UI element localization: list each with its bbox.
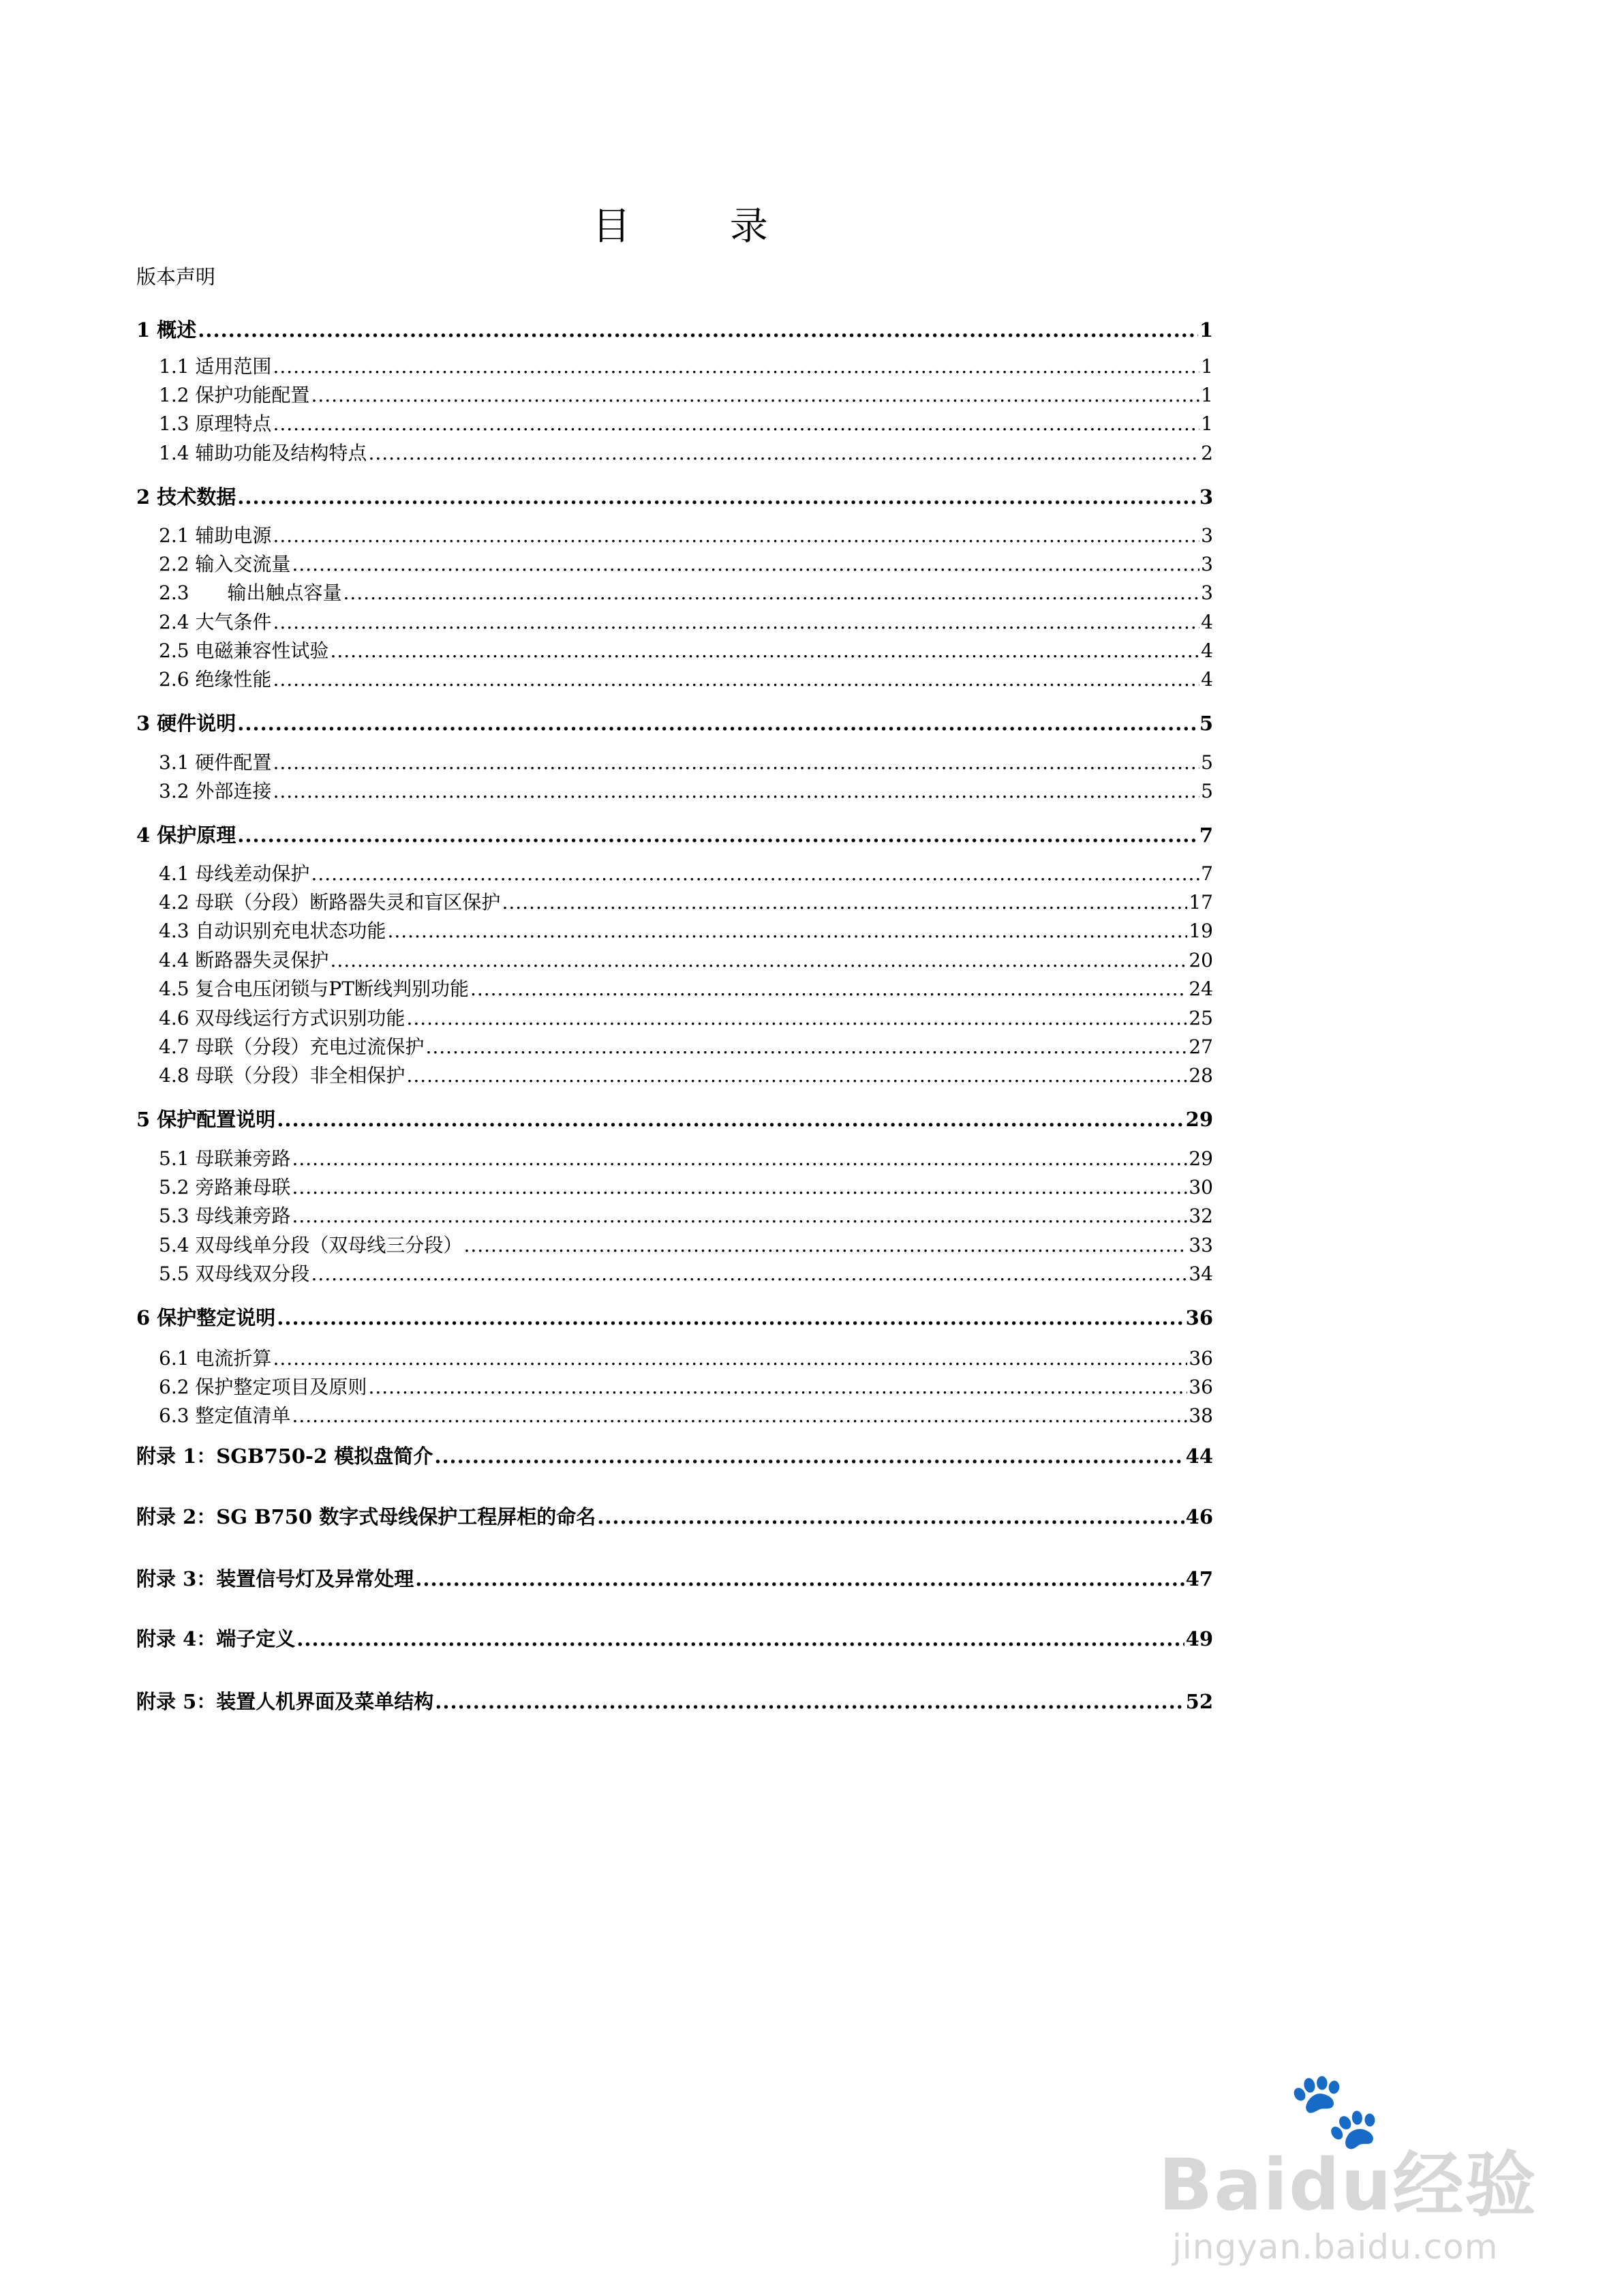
toc-page-number: 4	[1201, 611, 1213, 633]
toc-leader-dots	[237, 483, 1198, 511]
toc-section-entry[interactable]	[159, 1345, 1213, 1372]
toc-page-number: 5	[1201, 751, 1213, 774]
toc-entry-label: 1 概述	[136, 318, 197, 342]
toc-section-entry[interactable]	[159, 1260, 1213, 1288]
toc-leader-dots	[277, 1106, 1184, 1133]
toc-section-entry[interactable]	[159, 1203, 1213, 1230]
toc-leader-dots	[330, 637, 1199, 665]
toc-entry-label: 1.2 保护功能配置	[159, 384, 310, 406]
toc-entry-label: 5.5 双母线双分段	[159, 1263, 310, 1285]
version-note: 版本声明	[136, 265, 216, 288]
toc-entry-label: 附录 2：SG B750 数字式母线保护工程屏柜的命名	[136, 1505, 596, 1528]
toc-leader-dots	[273, 609, 1199, 636]
toc-leader-dots	[502, 889, 1187, 916]
toc-page-number: 52	[1185, 1690, 1213, 1713]
toc-entry-label: 4.4 断路器失灵保护	[159, 949, 329, 971]
toc-entry-label: 3.1 硬件配置	[159, 751, 272, 774]
watermark-url: jingyan.baidu.com	[1172, 2227, 1499, 2267]
toc-entry-label: 2 技术数据	[136, 485, 236, 509]
toc-entry-label: 4.5 复合电压闭锁与PT断线判别功能	[159, 978, 469, 1000]
toc-page-number: 3	[1201, 553, 1213, 575]
toc-entry-label: 4.8 母联（分段）非全相保护	[159, 1064, 406, 1087]
toc-entry-label: 3 硬件说明	[136, 712, 236, 735]
toc-page-number: 30	[1189, 1176, 1213, 1198]
toc-page-number: 5	[1201, 780, 1213, 802]
toc-leader-dots	[273, 1345, 1187, 1372]
toc-leader-dots	[237, 710, 1198, 737]
toc-chapter-entry[interactable]	[136, 483, 1213, 511]
toc-page-number: 19	[1189, 920, 1213, 942]
toc-section-entry[interactable]	[159, 860, 1213, 888]
toc-entry-label: 2.1 辅助电源	[159, 524, 272, 547]
toc-entry-label: 2.4 大气条件	[159, 611, 272, 633]
toc-chapter-entry[interactable]	[136, 1106, 1213, 1133]
toc-entry-label: 6.1 电流折算	[159, 1347, 272, 1370]
toc-leader-dots	[330, 947, 1187, 974]
toc-leader-dots	[198, 316, 1198, 344]
toc-entry-label: 3.2 外部连接	[159, 780, 272, 802]
toc-entry-label: 2.3 输出触点容量	[159, 581, 342, 604]
toc-entry-label: 1.3 原理特点	[159, 412, 272, 435]
watermark-brand: Baidu经验	[1159, 2143, 1537, 2226]
toc-leader-dots	[415, 1565, 1184, 1592]
toc-page-number: 7	[1201, 862, 1213, 885]
toc-entry-label: 5 保护配置说明	[136, 1108, 276, 1131]
toc-chapter-entry[interactable]	[136, 316, 1213, 344]
toc-leader-dots	[343, 579, 1200, 607]
toc-section-entry[interactable]	[159, 440, 1213, 467]
toc-section-entry[interactable]	[159, 666, 1213, 693]
toc-section-entry[interactable]	[159, 976, 1213, 1003]
toc-page-number: 47	[1185, 1567, 1213, 1590]
toc-page-number: 7	[1199, 824, 1213, 847]
toc-section-entry[interactable]	[159, 551, 1213, 578]
toc-page-number: 3	[1199, 485, 1213, 509]
toc-entry-label: 2.2 输入交流量	[159, 553, 291, 575]
toc-entry-label: 5.2 旁路兼母联	[159, 1176, 291, 1198]
toc-entry-label: 附录 1：SGB750-2 模拟盘简介	[136, 1445, 433, 1468]
toc-entry-label: 1.4 辅助功能及结构特点	[159, 442, 367, 464]
toc-leader-dots	[237, 821, 1198, 849]
toc-section-entry[interactable]	[159, 1232, 1213, 1259]
toc-entry-label: 4 保护原理	[136, 824, 236, 847]
toc-entry-label: 4.6 双母线运行方式识别功能	[159, 1007, 406, 1029]
toc-entry-label: 2.6 绝缘性能	[159, 668, 272, 691]
toc-leader-dots	[273, 666, 1199, 693]
toc-section-entry[interactable]	[159, 1374, 1213, 1401]
toc-page-number: 1	[1201, 355, 1213, 378]
toc-leader-dots	[292, 1145, 1187, 1173]
toc-leader-dots	[406, 1005, 1187, 1032]
toc-section-entry[interactable]	[159, 1062, 1213, 1089]
toc-section-entry[interactable]	[159, 609, 1213, 636]
toc-leader-dots	[368, 1374, 1187, 1401]
toc-leader-dots	[296, 1625, 1184, 1652]
toc-entry-label: 附录 5：装置人机界面及菜单结构	[136, 1690, 434, 1713]
toc-chapter-entry[interactable]	[136, 710, 1213, 737]
toc-leader-dots	[273, 778, 1199, 805]
toc-page-number: 36	[1189, 1376, 1213, 1398]
toc-section-entry[interactable]	[159, 637, 1213, 665]
toc-entry-label: 5.3 母线兼旁路	[159, 1205, 291, 1227]
toc-page-number: 38	[1189, 1404, 1213, 1427]
toc-leader-dots	[387, 918, 1187, 945]
toc-page-number: 24	[1189, 978, 1213, 1000]
toc-leader-dots	[435, 1688, 1184, 1715]
toc-leader-dots	[292, 551, 1199, 578]
toc-page-number: 36	[1189, 1347, 1213, 1370]
toc-entry-label: 4.1 母线差动保护	[159, 862, 310, 885]
toc-page-number: 2	[1201, 442, 1213, 464]
toc-section-entry[interactable]	[159, 1145, 1213, 1173]
toc-entry-label: 6 保护整定说明	[136, 1306, 276, 1329]
paw-logo-icon: 🐾	[1288, 2066, 1381, 2154]
toc-leader-dots	[470, 976, 1187, 1003]
toc-page-number: 1	[1201, 384, 1213, 406]
toc-leader-dots	[434, 1442, 1184, 1470]
toc-section-entry[interactable]	[159, 353, 1213, 380]
toc-leader-dots	[292, 1203, 1187, 1230]
toc-page-number: 4	[1201, 668, 1213, 691]
toc-page-number: 4	[1201, 639, 1213, 662]
toc-entry-label: 2.5 电磁兼容性试验	[159, 639, 329, 662]
toc-page-number: 44	[1185, 1445, 1213, 1468]
toc-entry-label: 5.1 母联兼旁路	[159, 1147, 291, 1170]
toc-chapter-entry[interactable]	[136, 1625, 1213, 1652]
toc-page-number: 29	[1189, 1147, 1213, 1170]
toc-page-number: 28	[1189, 1064, 1213, 1087]
toc-leader-dots	[597, 1503, 1184, 1530]
toc-leader-dots	[273, 353, 1199, 380]
toc-chapter-entry[interactable]	[136, 1688, 1213, 1715]
toc-section-entry[interactable]	[159, 579, 1213, 607]
toc-section-entry[interactable]	[159, 1174, 1213, 1201]
toc-leader-dots	[463, 1232, 1187, 1259]
toc-section-entry[interactable]	[159, 749, 1213, 776]
toc-page-number: 5	[1199, 712, 1213, 735]
toc-page-number: 33	[1189, 1234, 1213, 1256]
toc-section-entry[interactable]	[159, 947, 1213, 974]
toc-section-entry[interactable]	[159, 1033, 1213, 1061]
toc-entry-label: 6.3 整定值清单	[159, 1404, 291, 1427]
toc-section-entry[interactable]	[159, 382, 1213, 409]
toc-leader-dots	[311, 860, 1199, 888]
toc-section-entry[interactable]	[159, 889, 1213, 916]
toc-chapter-entry[interactable]	[136, 1304, 1213, 1331]
toc-page-number: 1	[1199, 318, 1213, 342]
toc-leader-dots	[277, 1304, 1184, 1331]
toc-entry-label: 4.2 母联（分段）断路器失灵和盲区保护	[159, 891, 501, 913]
toc-entry-label: 4.7 母联（分段）充电过流保护	[159, 1036, 425, 1058]
toc-entry-label: 6.2 保护整定项目及原则	[159, 1376, 367, 1398]
toc-chapter-entry[interactable]	[136, 821, 1213, 849]
toc-entry-label: 附录 3：装置信号灯及异常处理	[136, 1567, 414, 1590]
toc-section-entry[interactable]	[159, 522, 1213, 549]
toc-leader-dots	[273, 410, 1199, 438]
toc-page-number: 3	[1201, 581, 1213, 604]
toc-leader-dots	[292, 1174, 1187, 1201]
toc-page-number: 1	[1201, 412, 1213, 435]
toc-leader-dots	[292, 1402, 1187, 1430]
toc-leader-dots	[406, 1062, 1187, 1089]
toc-leader-dots	[425, 1033, 1187, 1061]
baidu-jingyan-watermark	[1159, 2066, 1540, 2277]
toc-section-entry[interactable]	[159, 778, 1213, 805]
toc-section-entry[interactable]	[159, 1005, 1213, 1032]
toc-entry-label: 1.1 适用范围	[159, 355, 272, 378]
toc-page-number: 3	[1201, 524, 1213, 547]
toc-section-entry[interactable]	[159, 410, 1213, 438]
page-title: 目 录	[592, 205, 812, 249]
toc-page-number: 36	[1185, 1306, 1213, 1329]
toc-entry-label: 4.3 自动识别充电状态功能	[159, 920, 386, 942]
toc-page-number: 32	[1189, 1205, 1213, 1227]
toc-page-number: 17	[1189, 891, 1213, 913]
toc-leader-dots	[311, 382, 1199, 409]
toc-page-number: 25	[1189, 1007, 1213, 1029]
toc-leader-dots	[273, 522, 1199, 549]
toc-page-number: 49	[1185, 1627, 1213, 1650]
toc-leader-dots	[368, 440, 1199, 467]
toc-page-number: 34	[1189, 1263, 1213, 1285]
toc-leader-dots	[273, 749, 1199, 776]
toc-section-entry[interactable]	[159, 1402, 1213, 1430]
toc-chapter-entry[interactable]	[136, 1442, 1213, 1470]
toc-leader-dots	[311, 1260, 1187, 1288]
toc-page-number: 29	[1185, 1108, 1213, 1131]
toc-entry-label: 附录 4：端子定义	[136, 1627, 296, 1650]
toc-section-entry[interactable]	[159, 918, 1213, 945]
toc-page-number: 27	[1189, 1036, 1213, 1058]
toc-chapter-entry[interactable]	[136, 1565, 1213, 1592]
toc-page-number: 46	[1185, 1505, 1213, 1528]
toc-chapter-entry[interactable]	[136, 1503, 1213, 1530]
toc-page-number: 20	[1189, 949, 1213, 971]
toc-entry-label: 5.4 双母线单分段（双母线三分段）	[159, 1234, 463, 1256]
